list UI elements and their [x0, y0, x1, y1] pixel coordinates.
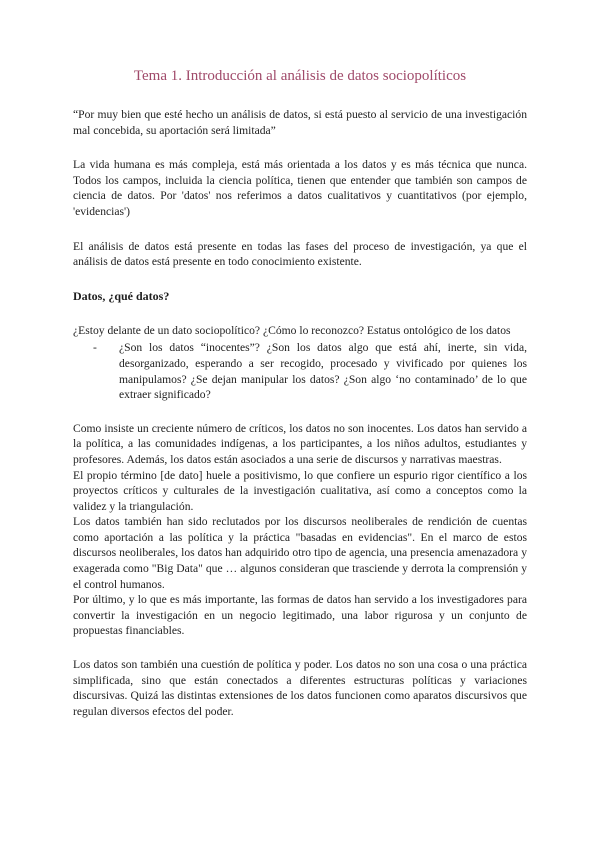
- paragraph-neoliberal: Los datos también han sido reclutados por los discursos neoliberales de rendición de cuentas como aportación a las política y la práctica "basadas en evidencias". En el marco de estos discursos neoliberales, los datos han adquirido otro tipo de agencia, una presencia amenazadora y exagerada como "Big Data" que … algunos consideran que trasciende y derrota la comprensión y el control humanos.: [73, 515, 527, 591]
- bullet-list: [73, 340, 527, 402]
- quote-paragraph: “Por muy bien que esté hecho un análisis de datos, si está puesto al servicio de una investigación mal concebida, su aportación será limitada”: [73, 108, 527, 137]
- paragraph-positivism: El propio término [de dato] huele a positivismo, lo que confiere un espurio rigor científico a los proyectos críticos y culturales de la investigación cualitativa, así como a conceptos como la validez y la triangulación.: [73, 468, 527, 513]
- page-title: Tema 1. Introducción al análisis de datos sociopolíticos: [133, 68, 467, 84]
- section-heading: Datos, ¿qué datos?: [73, 288, 170, 303]
- paragraph-not-innocent: Como insiste un creciente número de críticos, los datos no son inocentes. Los datos han servido a la política, a las comunidades indígenas, a los participantes, a los niños adultos, estudiantes y profesores. Además, los datos están asociados a una serie de discursos y narrativas maestras.: [73, 421, 527, 466]
- paragraph-business: Por último, y lo que es más importante, las formas de datos han servido a los investigadores para convertir la investigación en un negocio legitimado, una labor rigurosa y un conjunto de propuestas financiables.: [73, 593, 527, 638]
- paragraph-politics-power: Los datos son también una cuestión de política y poder. Los datos no son una cosa o una práctica simplificada, sino que están conectados a diferentes estructuras políticas y variaciones discursivas. Quizá las distintas extensiones de los datos funcionen como aparatos discursivos que regulan diversos efectos del poder.: [73, 658, 527, 718]
- list-item: [93, 340, 527, 402]
- paragraph-ontological-status: ¿Estoy delante de un dato sociopolítico? ¿Cómo lo reconozco? Estatus ontológico de los datos: [73, 323, 511, 337]
- bullet-text: ¿Son los datos “inocentes”? ¿Son los datos algo que está ahí, inerte, sin vida, desorganizado, esperando a ser recogido, procesado y vivificado por quienes los manipulamos? ¿Se dejan manipular los datos? ¿Son algo ‘no contaminado’ de lo que extraer significado?: [119, 341, 527, 402]
- paragraph-human-life: La vida humana es más compleja, está más orientada a los datos y es más técnica que nunca. Todos los campos, incluida la ciencia política, tienen que entender que también son campos de ciencia de datos. Por 'datos' nos referimos a datos cualitativos y cuantitativos (por ejemplo, 'evidencias'): [73, 158, 527, 218]
- paragraph-data-analysis: El análisis de datos está presente en todas las fases del proceso de investigación, ya que el análisis de datos está presente en todo conocimiento existente.: [73, 239, 527, 269]
- dash-bullet-icon: -: [93, 341, 97, 355]
